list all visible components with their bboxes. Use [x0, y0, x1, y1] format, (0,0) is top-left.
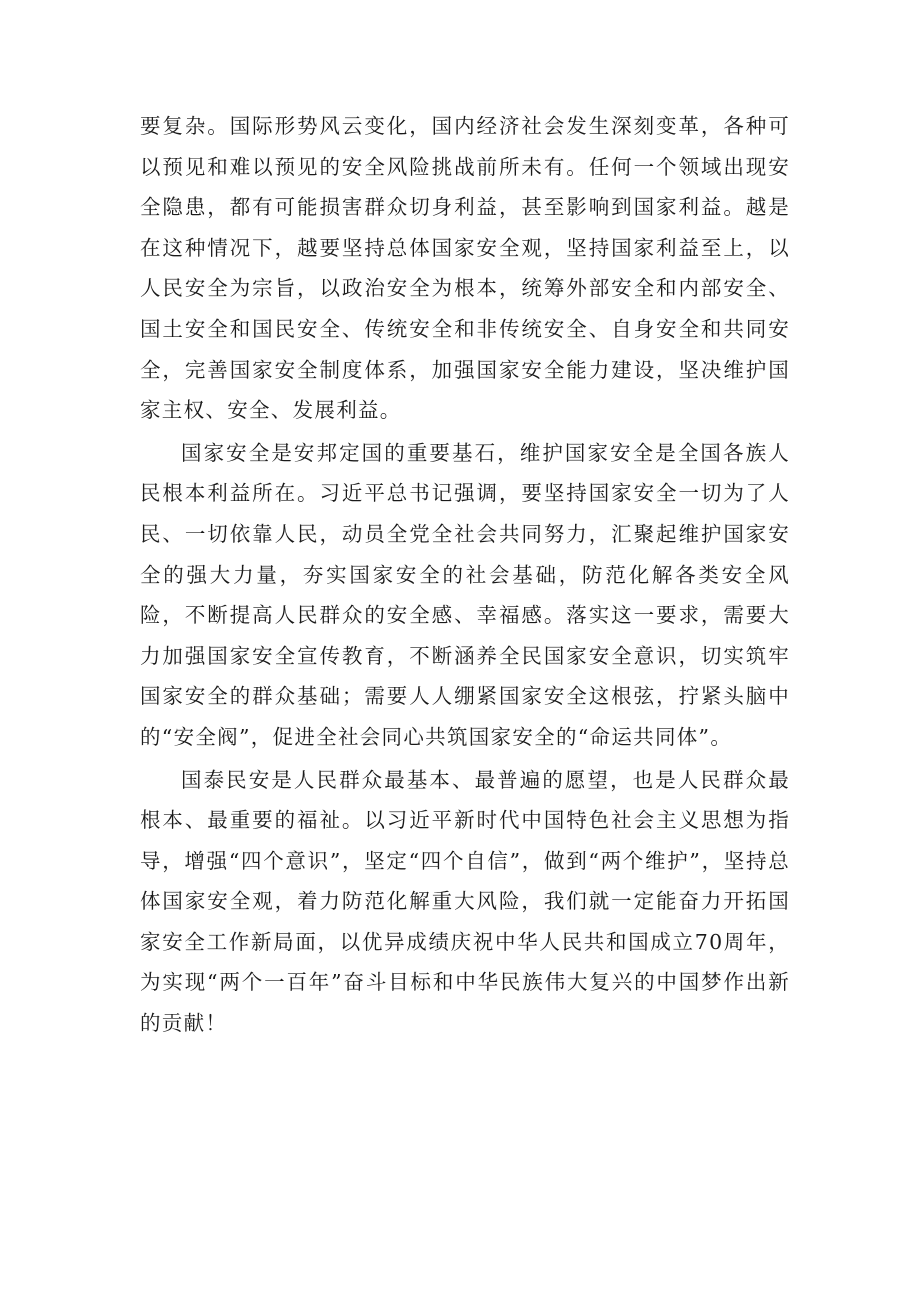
- paragraph-1: 要复杂。国际形势风云变化，国内经济社会发生深刻变革，各种可以预见和难以预见的安全风险挑战前所未有。任何一个领域出现安全隐患，都有可能损害群众切身利益，甚至影响到国家利益。越是在这种情况下，越要坚持总体国家安全观，坚持国家利益至上，以人民安全为宗旨，以政治安全为根本，统筹外部安全和内部安全、国土安全和国民安全、传统安全和非传统安全、自身安全和共同安全，完善国家安全制度体系，加强国家安全能力建设，坚决维护国家主权、安全、发展利益。: [140, 114, 790, 423]
- paragraph-3: 国泰民安是人民群众最基本、最普遍的愿望，也是人民群众最根本、最重要的福祉。以习近平新时代中国特色社会主义思想为指导，增强“四个意识”，坚定“四个自信”，做到“两个维护”，坚持总体国家安全观，着力防范化解重大风险，我们就一定能奋力开拓国家安全工作新局面，以优异成绩庆祝中华人民共和国成立70周年，为实现“两个一百年”奋斗目标和中华民族伟大复兴的中国梦作出新的贡献！: [140, 767, 790, 1036]
- document-body: [140, 106, 790, 1044]
- paragraph-2: 国家安全是安邦定国的重要基石，维护国家安全是全国各族人民根本利益所在。习近平总书记强调，要坚持国家安全一切为了人民、一切依靠人民，动员全党全社会共同努力，汇聚起维护国家安全的强大力量，夯实国家安全的社会基础，防范化解各类安全风险，不断提高人民群众的安全感、幸福感。落实这一要求，需要大力加强国家安全宣传教育，不断涵养全民国家安全意识，切实筑牢国家安全的群众基础；需要人人绷紧国家安全这根弦，拧紧头脑中的“安全阀”，促进全社会同心共筑国家安全的“命运共同体”。: [140, 440, 790, 749]
